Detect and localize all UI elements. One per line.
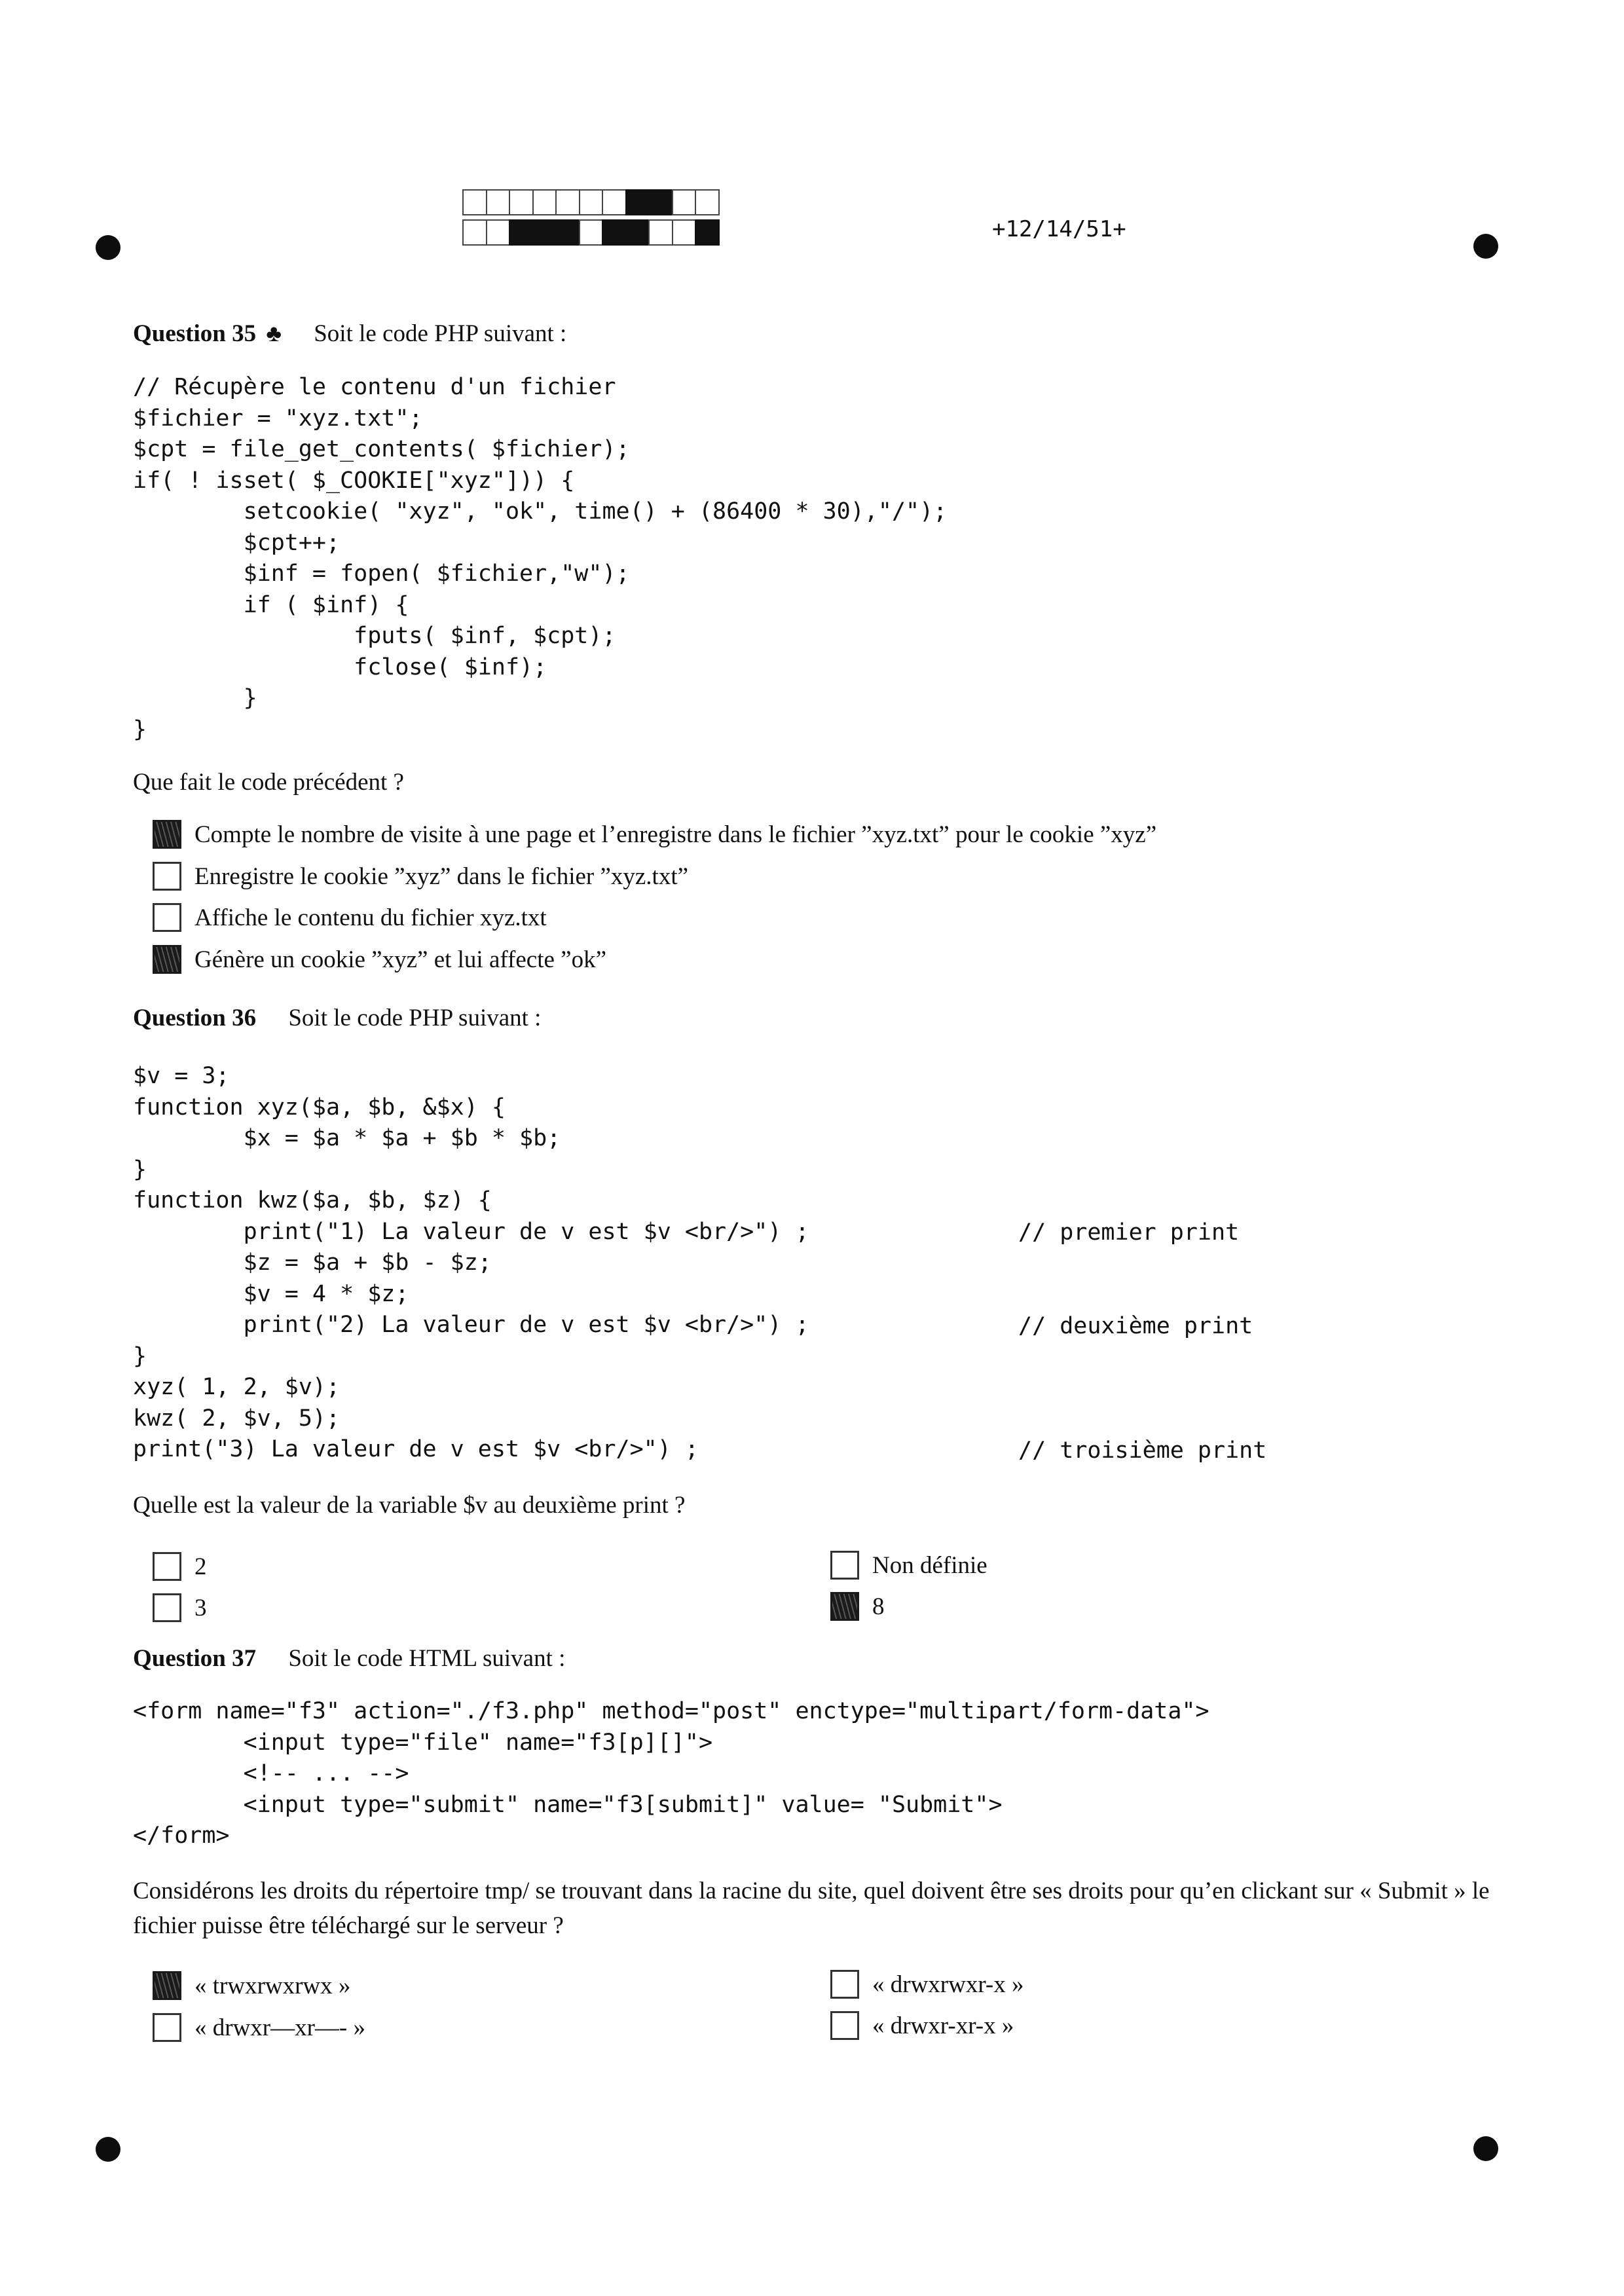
answer-label: « trwxrwxrwx » [194, 1972, 351, 1999]
checkbox[interactable] [830, 1592, 859, 1621]
checkbox[interactable] [153, 2013, 181, 2042]
barcode-cell [555, 189, 580, 215]
answer-label: Compte le nombre de visite à une page et l’enregistre dans le fichier ”xyz.txt” pour le cookie ”xyz” [194, 821, 1157, 848]
barcode-cell [672, 189, 697, 215]
barcode-cell [509, 189, 534, 215]
answer-label: Non définie [872, 1551, 987, 1579]
question-intro: Soit le code HTML suivant : [288, 1645, 566, 1672]
checkbox[interactable] [153, 862, 181, 891]
answer-option[interactable] [830, 1551, 987, 1580]
barcode-cell [672, 219, 697, 246]
answer-option[interactable] [153, 945, 606, 974]
answer-label: Enregistre le cookie ”xyz” dans le fichier ”xyz.txt” [194, 862, 689, 890]
answer-option[interactable] [830, 1970, 1024, 1999]
code-comment: // deuxième print [1018, 1313, 1253, 1339]
code-comment: // premier print [1018, 1219, 1240, 1246]
code-comment: // troisième print [1018, 1437, 1267, 1464]
checkbox[interactable] [830, 1970, 859, 1999]
question-36-header [133, 1004, 541, 1032]
answer-label: 2 [194, 1553, 207, 1580]
checkbox[interactable] [153, 945, 181, 974]
barcode-cell [532, 219, 557, 246]
question-prompt: Quelle est la valeur de la variable $v au deuxième print ? [133, 1492, 686, 1519]
answer-option[interactable] [153, 862, 688, 891]
barcode-cell [555, 219, 580, 246]
barcode-cell [462, 189, 487, 215]
barcode-cell [486, 189, 511, 215]
question-number: Question 37 [133, 1645, 257, 1672]
question-number: Question 36 [133, 1005, 257, 1031]
registration-mark-top-right [1473, 234, 1498, 259]
barcode-row-top [462, 189, 718, 215]
barcode-cell [532, 189, 557, 215]
barcode-cell [625, 219, 650, 246]
checkbox[interactable] [830, 1551, 859, 1580]
registration-mark-bottom-right [1473, 2136, 1498, 2161]
php-code-block: $v = 3; function xyz($a, $b, &$x) { $x = $a * $a + $b * $b; } function kwz($a, $b, $z) { print("1) La valeur de v est $v <br/>") ; $z = $a + $b - $z; $v = 4 * $z; print("2) La valeur de v est $v <br/>") ; } xyz( 1, 2, $v); kwz( 2, $v, 5); print("3) La valeur de v est $v <br/>") ; [133, 1063, 809, 1462]
barcode-cell [462, 219, 487, 246]
question-prompt: Que fait le code précédent ? [133, 769, 404, 796]
barcode-cell [648, 189, 673, 215]
barcode-cell [648, 219, 673, 246]
barcode-cell [602, 189, 627, 215]
checkbox[interactable] [153, 1971, 181, 2000]
page-id: +12/14/51+ [992, 216, 1126, 242]
answer-label: 8 [872, 1593, 885, 1620]
php-code-block: // Récupère le contenu d'un fichier $fichier = "xyz.txt"; $cpt = file_get_contents( $fichier); if( ! isset( $_COOKIE["xyz"])) { setcookie( "xyz", "ok", time() + (86400 * 30),"/"); $cpt++; $inf = fopen( $fichier,"w"); if ( $inf) { fputs( $inf, $cpt); fclose( $inf); } } [133, 374, 948, 743]
html-code-block: <form name="f3" action="./f3.php" method="post" enctype="multipart/form-data"> <input type="file" name="f3[p][]"> <!-- ... --> <input type="submit" name="f3[submit]" value= "Submit"> </form> [133, 1698, 1209, 1849]
question-35-header [133, 320, 566, 348]
answer-label: « drwxr-xr-x » [872, 2012, 1014, 2039]
registration-mark-top-left [96, 235, 120, 260]
checkbox[interactable] [153, 1593, 181, 1622]
barcode-cell [509, 219, 534, 246]
answer-option[interactable] [153, 2013, 365, 2042]
answer-option[interactable] [153, 1552, 207, 1581]
barcode-cell [579, 189, 604, 215]
registration-mark-bottom-left [96, 2137, 120, 2162]
barcode-cell [486, 219, 511, 246]
barcode-row-bottom [462, 219, 718, 246]
answer-option[interactable] [153, 1971, 350, 2000]
answer-option[interactable] [153, 903, 547, 932]
answer-label: « drwxr—xr—- » [194, 2014, 366, 2041]
answer-option[interactable] [830, 1592, 885, 1621]
question-number: Question 35 [133, 320, 257, 347]
answer-option[interactable] [153, 820, 1156, 849]
answer-option[interactable] [830, 2011, 1014, 2040]
barcode-cell [579, 219, 604, 246]
answer-option[interactable] [153, 1593, 207, 1622]
checkbox[interactable] [153, 1552, 181, 1581]
checkbox[interactable] [153, 820, 181, 849]
question-37-header [133, 1644, 565, 1673]
answer-label: 3 [194, 1594, 207, 1621]
barcode-cell [602, 219, 627, 246]
barcode-cell [695, 189, 720, 215]
club-icon: ♣ [266, 320, 282, 346]
question-intro: Soit le code PHP suivant : [314, 320, 567, 347]
question-prompt: Considérons les droits du répertoire tmp/ se trouvant dans la racine du site, quel doivent être ses droits pour qu’en clickant sur « Submit » le fichier puisse être téléchargé sur le serveur ? [133, 1878, 1490, 1939]
checkbox[interactable] [830, 2011, 859, 2040]
question-intro: Soit le code PHP suivant : [288, 1005, 542, 1031]
checkbox[interactable] [153, 903, 181, 932]
answer-label: Génère un cookie ”xyz” et lui affecte ”ok” [194, 946, 606, 973]
barcode-cell [695, 219, 720, 246]
answer-label: « drwxrwxr-x » [872, 1971, 1024, 1998]
barcode-cell [625, 189, 650, 215]
answer-label: Affiche le contenu du fichier xyz.txt [194, 904, 547, 931]
